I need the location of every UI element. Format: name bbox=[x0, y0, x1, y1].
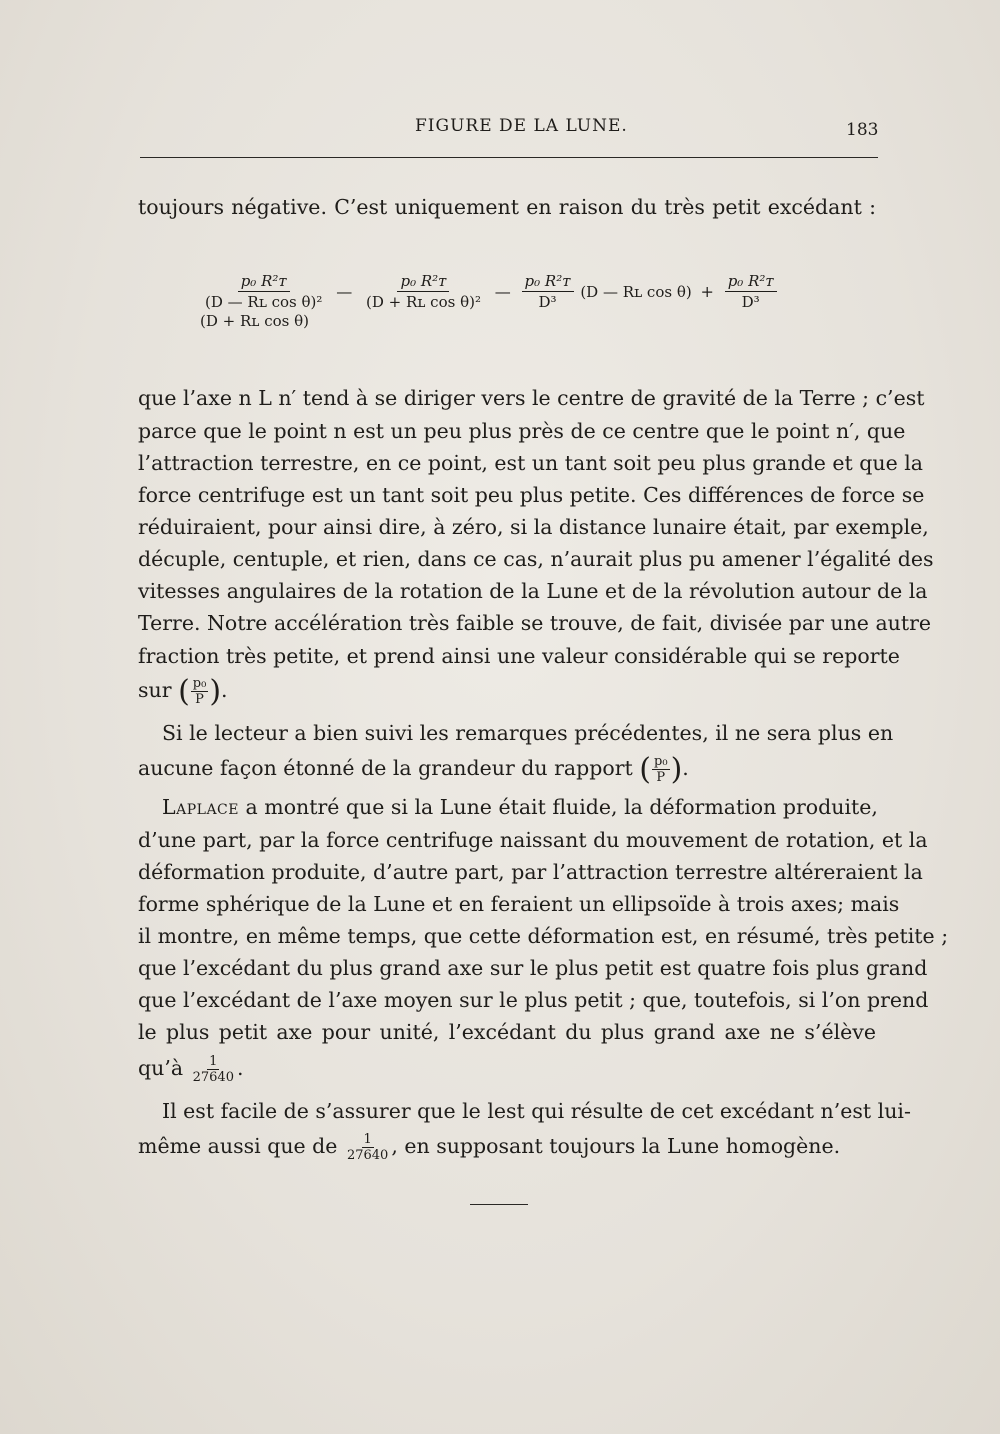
right-parenthesis: ) bbox=[209, 673, 222, 709]
header-rule bbox=[140, 157, 878, 158]
paragraph-line bbox=[138, 1053, 876, 1085]
formula-operator-2: — bbox=[494, 282, 511, 301]
fraction-numerator: 1 bbox=[209, 1054, 218, 1069]
formula-term-3 bbox=[522, 272, 574, 311]
paragraph-line: déformation produite, d’autre part, par l’attraction terrestre altéreraient la bbox=[138, 860, 923, 884]
formula-term-2 bbox=[363, 272, 484, 311]
formula-term-3-denominator: D³ bbox=[538, 293, 557, 311]
displayed-formula bbox=[200, 272, 825, 332]
formula-term-4-factor: (D + Rʟ cos θ) bbox=[200, 312, 309, 330]
fraction-numerator: p₀ bbox=[654, 754, 668, 769]
inline-text: . bbox=[682, 756, 689, 780]
formula-operator-1: — bbox=[336, 282, 353, 301]
formula-term-1-denominator: (D — Rʟ cos θ)² bbox=[205, 293, 323, 311]
inline-text: aucune façon étonné de la grandeur du rapport bbox=[138, 756, 633, 780]
paragraph-line bbox=[138, 753, 876, 785]
ratio-fraction bbox=[191, 676, 209, 707]
fraction-numerator: 1 bbox=[363, 1132, 372, 1147]
paragraph-line: forme sphérique de la Lune et en feraient un ellipsoïde à trois axes; mais bbox=[138, 892, 900, 916]
paragraph-line: Il est facile de s’assurer que le lest qui résulte de cet excédant n’est lui- bbox=[162, 1099, 911, 1123]
left-parenthesis: ( bbox=[639, 751, 652, 787]
paragraph-line: que l’excédant du plus grand axe sur le plus petit est quatre fois plus grand bbox=[138, 956, 928, 980]
inline-text: qu’à bbox=[138, 1056, 184, 1080]
paragraph-line: fraction très petite, et prend ainsi une valeur considérable qui se reporte bbox=[138, 644, 900, 668]
closing-rule bbox=[470, 1204, 528, 1205]
paragraph-line: réduiraient, pour ainsi dire, à zéro, si la distance lunaire était, par exemple, bbox=[138, 515, 929, 539]
paragraph-line: le plus petit axe pour unité, l’excédant du plus grand axe ne s’élève bbox=[138, 1020, 876, 1044]
inline-text: a montré que si la Lune était fluide, la déformation produite, bbox=[245, 795, 878, 819]
paragraph-line: parce que le point n est un peu plus près de ce centre que le point n′, que bbox=[138, 419, 906, 443]
small-fraction bbox=[191, 1054, 236, 1085]
paragraph-line: que l’axe n L n′ tend à se diriger vers le centre de gravité de la Terre ; c’est bbox=[138, 386, 925, 410]
formula-term-4-numerator: p₀ R²ᴛ bbox=[725, 272, 777, 292]
paragraph-line: que l’excédant de l’axe moyen sur le plus petit ; que, toutefois, si l’on prend bbox=[138, 988, 929, 1012]
formula-term-4 bbox=[725, 272, 777, 311]
inline-text: , en supposant toujours la Lune homogène. bbox=[391, 1134, 841, 1158]
running-head bbox=[0, 116, 1000, 140]
formula-term-2-numerator: p₀ R²ᴛ bbox=[397, 272, 449, 292]
running-title: FIGURE DE LA LUNE. bbox=[415, 116, 628, 136]
inline-text: sur bbox=[138, 678, 172, 702]
paragraph-line: Si le lecteur a bien suivi les remarques précédentes, il ne sera plus en bbox=[162, 721, 894, 745]
paragraph-line bbox=[138, 675, 876, 707]
formula-term-1 bbox=[202, 272, 325, 311]
paragraph-line: l’attraction terrestre, en ce point, est un tant soit peu plus grande et que la bbox=[138, 451, 923, 475]
small-fraction bbox=[345, 1132, 390, 1163]
intro-line: toujours négative. C’est uniquement en raison du très petit excédant : bbox=[138, 195, 876, 219]
right-parenthesis: ) bbox=[670, 751, 683, 787]
fraction-numerator: p₀ bbox=[192, 676, 207, 691]
page-number: 183 bbox=[846, 120, 879, 140]
paragraph-line: il montre, en même temps, que cette déformation est, en résumé, très petite ; bbox=[138, 924, 949, 948]
paragraph-line: force centrifuge est un tant soit peu plus petite. Ces différences de force se bbox=[138, 483, 925, 507]
formula-term-1-numerator: p₀ R²ᴛ bbox=[238, 272, 290, 292]
inline-text: même aussi que de bbox=[138, 1134, 338, 1158]
paragraph-line: décuple, centuple, et rien, dans ce cas, n’aurait plus pu amener l’égalité des bbox=[138, 547, 934, 571]
paragraph-line: Terre. Notre accélération très faible se trouve, de fait, divisée par une autre bbox=[138, 611, 932, 635]
paragraph-line bbox=[162, 792, 876, 822]
fraction-denominator: 27640 bbox=[192, 1070, 234, 1085]
ratio-fraction bbox=[652, 754, 670, 785]
formula-term-3-factor: (D — Rʟ cos θ) bbox=[580, 282, 692, 301]
author-name: Laplace bbox=[162, 795, 239, 819]
inline-text: . bbox=[236, 1056, 244, 1080]
left-parenthesis: ( bbox=[178, 673, 190, 709]
formula-term-4-denominator: D³ bbox=[741, 293, 760, 311]
fraction-denominator: 27640 bbox=[346, 1148, 389, 1163]
formula-term-2-denominator: (D + Rʟ cos θ)² bbox=[365, 293, 481, 311]
paragraph-line: vitesses angulaires de la rotation de la Lune et de la révolution autour de la bbox=[138, 579, 928, 603]
paragraph-line: d’une part, par la force centrifuge naissant du mouvement de rotation, et la bbox=[138, 828, 928, 852]
formula-term-3-numerator: p₀ R²ᴛ bbox=[522, 272, 574, 292]
fraction-denominator: P bbox=[656, 770, 666, 785]
paragraph-line bbox=[138, 1131, 876, 1163]
inline-text: . bbox=[221, 678, 228, 702]
fraction-denominator: P bbox=[195, 692, 204, 707]
formula-operator-3: + bbox=[700, 282, 714, 301]
